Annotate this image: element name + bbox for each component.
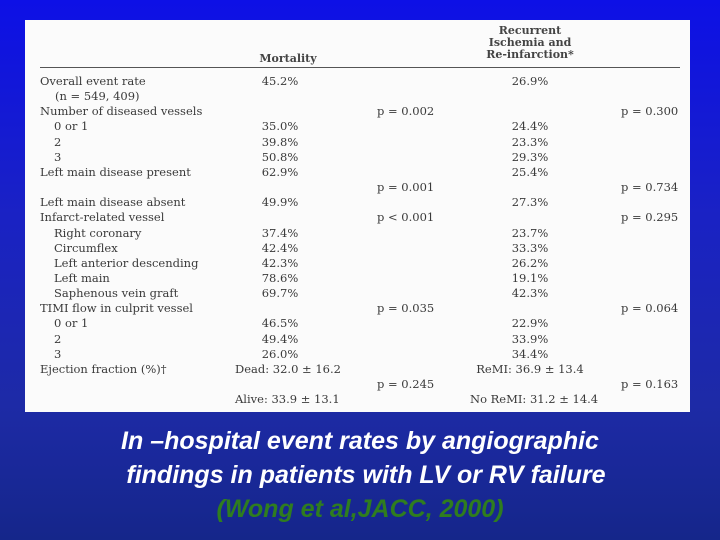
row-label: Overall event rate — [40, 74, 146, 88]
mortality-cell: 37.4% — [261, 225, 299, 240]
mortality-cell: 50.8% — [261, 149, 299, 164]
caption-line-1: In –hospital event rates by angiographic — [121, 427, 599, 455]
row-label: 3 — [54, 346, 62, 361]
recurrent-p-value: p = 0.295 — [621, 210, 679, 225]
recurrent-cell: 33.3% — [511, 240, 549, 255]
caption-citation: (Wong et al,JACC, 2000) — [216, 495, 504, 523]
recurrent-cell: 34.4% — [511, 346, 549, 361]
recurrent-p-value: p = 0.163 — [621, 377, 679, 391]
mortality-cell: 35.0% — [261, 119, 299, 134]
mortality-cell: 45.2% — [261, 74, 299, 88]
header-rule — [40, 67, 680, 68]
row-label: Right coronary — [54, 225, 142, 240]
row-label: Saphenous vein graft — [54, 286, 179, 301]
row-label: 0 or 1 — [54, 316, 89, 331]
row-label: Infarct-related vessel — [40, 210, 165, 225]
row-label: Left main — [54, 270, 110, 285]
mortality-p-value: p = 0.002 — [377, 104, 435, 119]
mortality-p-value: p = 0.035 — [377, 301, 435, 316]
row-label: 3 — [54, 149, 62, 164]
recurrent-p-value: p = 0.300 — [621, 104, 679, 119]
recurrent-cell: 26.9% — [511, 74, 549, 88]
recurrent-p-value: p = 0.734 — [621, 180, 679, 195]
recurrent-cell: 23.7% — [511, 225, 549, 240]
recurrent-cell: ReMI: 36.9 ± 13.4 — [476, 361, 584, 376]
row-label: 2 — [54, 134, 62, 149]
mortality-p-value: p = 0.245 — [377, 377, 435, 391]
mortality-cell: Alive: 33.9 ± 13.1 — [235, 392, 340, 407]
recurrent-cell: 22.9% — [511, 316, 549, 331]
mortality-cell: 49.4% — [261, 331, 299, 346]
recurrent-cell: 27.3% — [511, 195, 549, 210]
mortality-cell: 78.6% — [261, 270, 299, 285]
recurrent-cell: 23.3% — [511, 134, 549, 149]
mortality-cell: 42.4% — [261, 240, 299, 255]
row-label: TIMI flow in culprit vessel — [40, 301, 193, 316]
mortality-cell: 69.7% — [261, 286, 299, 301]
row-label: 0 or 1 — [54, 119, 89, 134]
row-label: Circumflex — [54, 240, 118, 255]
row-label: Left main disease present — [40, 164, 191, 179]
recurrent-cell: 42.3% — [511, 286, 549, 301]
caption-line-2: findings in patients with LV or RV failure — [126, 461, 606, 489]
mortality-cell: 39.8% — [261, 134, 299, 149]
mortality-column-header: Mortality — [259, 52, 317, 65]
mortality-cell: 42.3% — [261, 255, 299, 270]
recurrent-p-value: p = 0.064 — [621, 301, 679, 316]
recurrent-cell: 26.2% — [511, 255, 549, 270]
row-label: Left anterior descending — [54, 255, 199, 270]
mortality-cell: 49.9% — [261, 195, 299, 210]
recurrent-cell: 25.4% — [511, 164, 549, 179]
row-label: 2 — [54, 331, 62, 346]
recurrent-cell: 24.4% — [511, 119, 549, 134]
row-label: Left main disease absent — [40, 195, 186, 210]
table-image — [25, 20, 690, 412]
recurrent-cell: 33.9% — [511, 331, 549, 346]
mortality-p-value: p < 0.001 — [377, 210, 435, 225]
row-label: Number of diseased vessels — [40, 104, 203, 119]
mortality-cell: 62.9% — [261, 164, 299, 179]
recurrent-cell: 29.3% — [511, 149, 549, 164]
recurrent-cell: No ReMI: 31.2 ± 14.4 — [470, 392, 599, 407]
row-label: Ejection fraction (%)† — [40, 361, 167, 376]
recurrent-column-header: Recurrent Ischemia and Re-infarction* — [486, 24, 574, 61]
row-label: (n = 549, 409) — [55, 89, 140, 104]
mortality-p-value: p = 0.001 — [377, 180, 435, 195]
mortality-cell: Dead: 32.0 ± 16.2 — [235, 361, 341, 376]
mortality-cell: 46.5% — [261, 316, 299, 331]
mortality-cell: 26.0% — [261, 346, 299, 361]
slide-caption — [0, 424, 720, 526]
recurrent-cell: 19.1% — [511, 270, 549, 285]
